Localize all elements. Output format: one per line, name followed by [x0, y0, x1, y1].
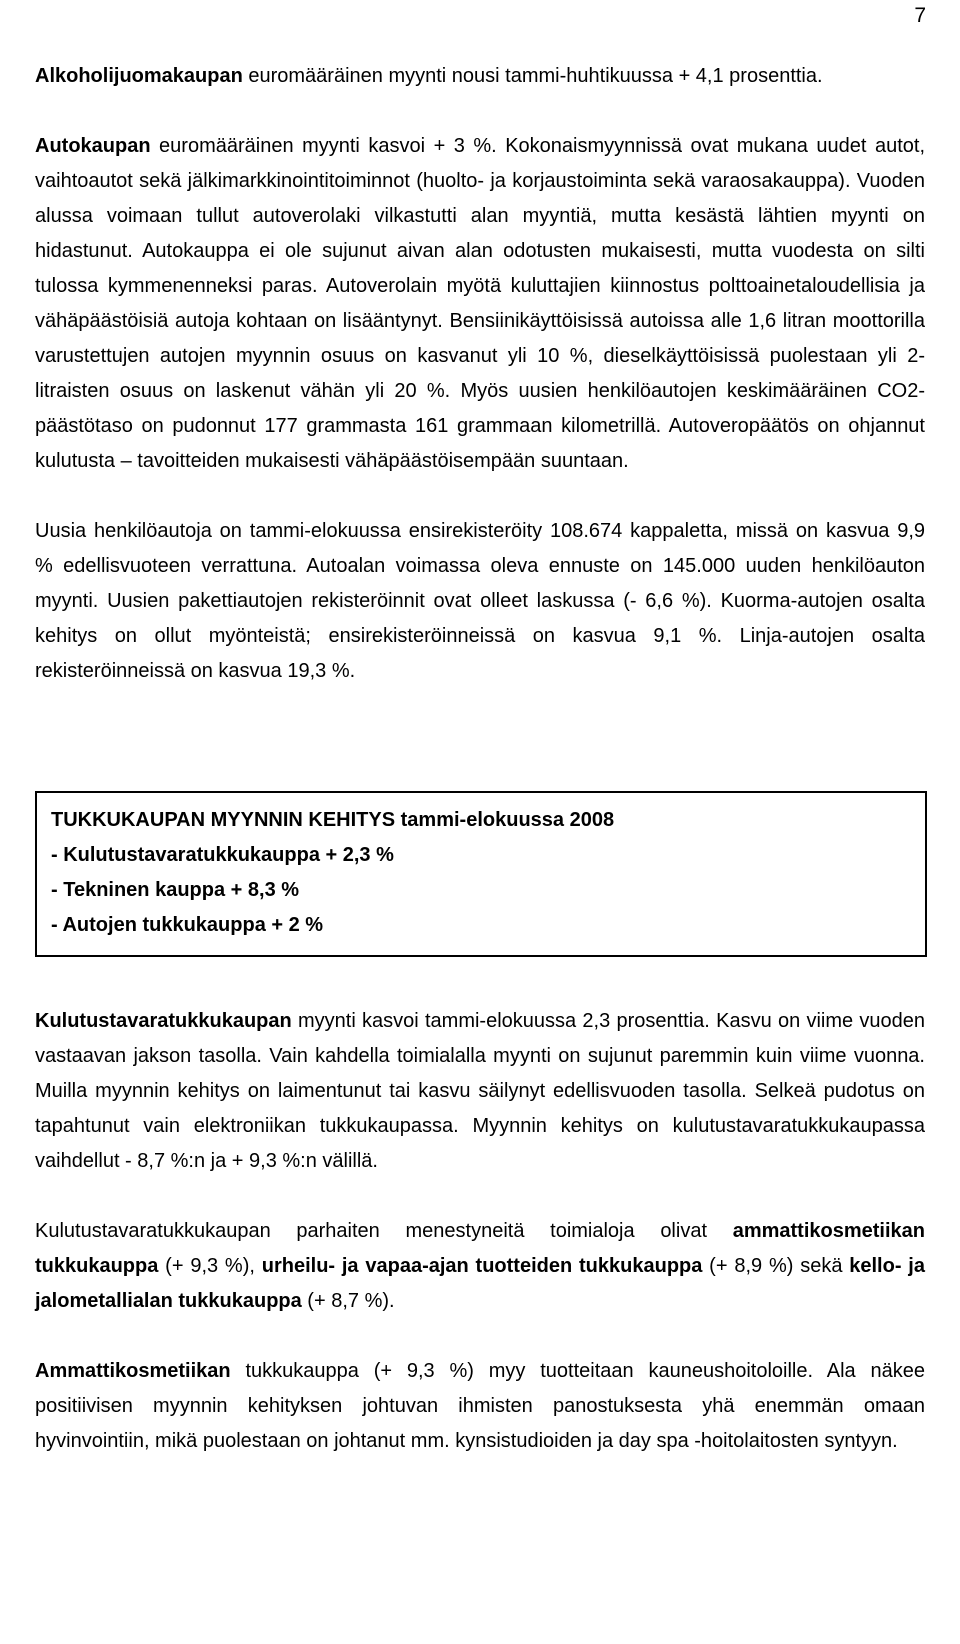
paragraph-text: Kulutustavaratukkukaupan parhaiten menestyneitä toimialoja olivat — [35, 1220, 733, 1242]
summary-box-line: - Kulutustavaratukkukauppa + 2,3 % — [51, 844, 394, 866]
wholesale-summary-box — [35, 791, 927, 957]
paragraph-text: euromääräinen myynti kasvoi + 3 %. Kokonaismyynnissä ovat mukana uudet autot, vaihtoautot sekä jälkimarkkinointitoiminnot (huolto- ja korjaustoiminta sekä varaosakauppa). Vuoden alussa voimaan tullut autoverolaki vilkastutti alan myyntiä, mutta kesästä lähtien myynti on hidastunut. Autokauppa ei ole sujunut aivan alan odotusten mukaisesti, mutta vuodesta on silti tulossa kymmenenneksi paras. Autoverolain myötä kuluttajien kiinnostus polttoainetaloudellisia ja vähäpäästöisiä autoja kohtaan on lisääntynyt. Bensiinikäyttöisissä autoissa alle 1,6 litran moottorilla varustettujen autojen myynnin osuus on kasvanut yli 10 %, dieselkäyttöisissä puolestaan yli 2-litraisten osuus on laskenut vähän yli 20 %. Myös uusien henkilöautojen keskimääräinen CO2-päästötaso on pudonnut 177 grammasta 161 grammaan kilometrillä. Autoveropäätös on ohjannut kulutusta – tavoitteiden mukaisesti vähäpäästöisempään suuntaan. — [35, 135, 925, 472]
page-number: 7 — [914, 4, 926, 27]
paragraph-best-sectors — [35, 1214, 925, 1319]
paragraph-car-sales — [35, 129, 925, 479]
summary-box-line: - Tekninen kauppa + 8,3 % — [51, 879, 300, 901]
paragraph-car-registrations — [35, 514, 925, 689]
paragraph-text: (+ 8,9 %) sekä — [702, 1255, 850, 1277]
paragraph-text: tukkukauppa (+ 9,3 %) myy tuotteitaan kauneushoitoloille. Ala näkee positiivisen myynnin kehityksen johtuvan ihmisten panostuksesta yhä enemmän omaan hyvinvointiin, mikä puolestaan on johtanut mm. kynsistudioiden ja day spa -hoitolaitosten syntyyn. — [35, 1360, 925, 1452]
paragraph-text: (+ 8,7 %). — [301, 1290, 395, 1312]
sector-name: ammattikosmetiikan tukkukauppa — [35, 1220, 925, 1277]
paragraph-text: (+ 9,3 %), — [158, 1255, 262, 1277]
summary-box-title: TUKKUKAUPAN MYYNNIN KEHITYS tammi-elokuussa 2008 — [51, 809, 615, 831]
paragraph-text: Uusia henkilöautoja on tammi-elokuussa ensirekisteröity 108.674 kappaletta, missä on kasvua 9,9 % edellisvuoteen verrattuna. Autoalan voimassa oleva ennuste on 145.000 uuden henkilöauton myynti. Uusien pakettiautojen rekisteröinnit ovat olleet laskussa (- 6,6 %). Kuorma-autojen osalta kehitys on ollut myönteistä; ensirekisteröinneissä on kasvua 9,1 %. Linja-autojen osalta rekisteröinneissä on kasvua 19,3 %. — [35, 520, 925, 682]
paragraph-lead-term: Kulutustavaratukkukaupan — [35, 1010, 292, 1032]
sector-name: urheilu- ja vapaa-ajan tuotteiden tukkukauppa — [261, 1255, 703, 1277]
paragraph-text: myynti kasvoi tammi-elokuussa 2,3 prosenttia. Kasvu on viime vuoden vastaavan jakson tasolla. Vain kahdella toimialalla myynti on sujunut paremmin kuin viime vuonna. Muilla myynnin kehitys on laimentunut tai kasvu säilynyt edellisvuoden tasolla. Selkeä pudotus on tapahtunut vain elektroniikan tukkukaupassa. Myynnin kehitys on kulutustavaratukkukaupassa vaihdellut - 8,7 %:n ja + 9,3 %:n välillä. — [35, 1010, 925, 1172]
paragraph-consumer-goods-wholesale — [35, 1004, 925, 1179]
paragraph-lead-term: Alkoholijuomakaupan — [35, 65, 243, 87]
sector-name: kello- ja jalometallialan tukkukauppa — [35, 1255, 925, 1312]
paragraph-professional-cosmetics — [35, 1354, 925, 1459]
paragraph-alcohol-sales — [35, 59, 925, 94]
document-body — [35, 59, 925, 1459]
paragraph-text: euromääräinen myynti nousi tammi-huhtikuussa + 4,1 prosenttia. — [242, 65, 823, 87]
paragraph-lead-term: Ammattikosmetiikan — [35, 1360, 231, 1382]
paragraph-lead-term: Autokaupan — [35, 135, 151, 157]
summary-box-line: - Autojen tukkukauppa + 2 % — [51, 914, 324, 936]
